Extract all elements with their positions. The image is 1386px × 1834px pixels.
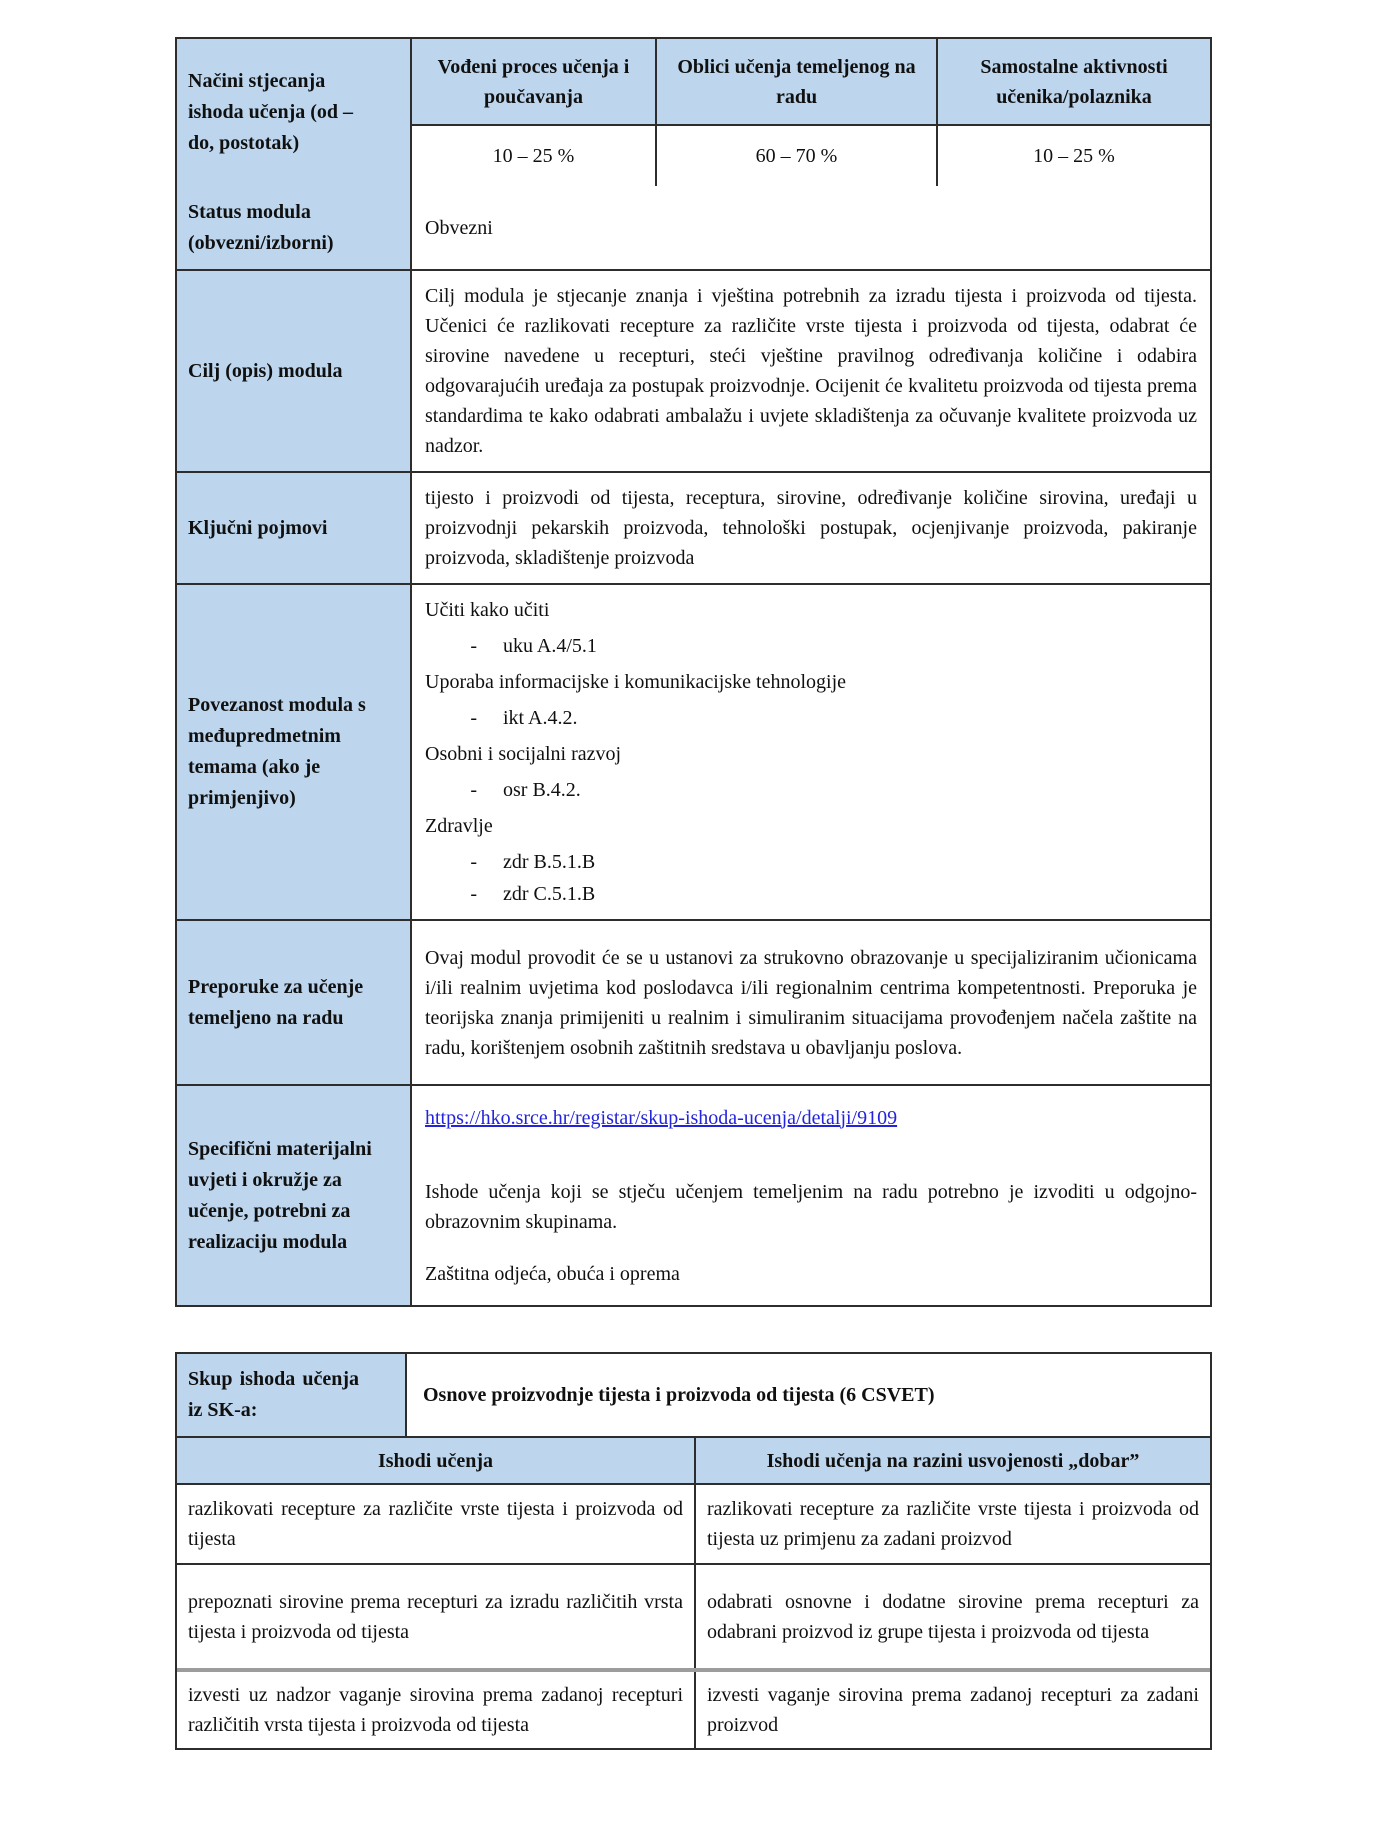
status-label: Status modula (obvezni/izborni)	[177, 186, 410, 269]
material-link-line	[425, 1103, 1197, 1133]
dash-bullet: -	[470, 883, 477, 905]
wbl-recommendations-row	[177, 919, 1210, 1084]
outcomes-set-row	[177, 1354, 1210, 1436]
acquisition-row	[177, 39, 1210, 186]
topic-personal-social: Osobni i socijalni razvoj	[425, 743, 622, 765]
topic-ict: Uporaba informacijske i komunikacijske tehnologije	[425, 671, 846, 693]
goal-label: Cilj (opis) modula	[177, 271, 410, 471]
status-row	[177, 186, 1210, 269]
independent-activities-percentage: 10 – 25 %	[936, 126, 1210, 186]
material-conditions-row	[177, 1084, 1210, 1305]
guided-process-header: Vođeni proces učenja i poučavanja	[437, 55, 630, 108]
keywords-text: tijesto i proizvodi od tijesta, receptura, sirovine, određivanje količine sirovina, uređaji u proizvodnji pekarskih proizvoda, tehnološki postupak, ocjenjivanje proizvoda, pakiranje proizvoda, skladištenje proizvoda	[410, 473, 1210, 583]
work-based-forms-header-cell	[655, 39, 936, 126]
outcome-row-3	[177, 1668, 1210, 1748]
code-osr	[425, 775, 1197, 805]
topic-health: Zdravlje	[425, 815, 493, 837]
dash-bullet: -	[470, 851, 477, 873]
outcome-1-right: razlikovati recepture za različite vrste tijesta i proizvoda od tijesta uz primjenu za zadani proizvod	[694, 1485, 1210, 1563]
code-uku-value: uku A.4/5.1	[503, 635, 597, 657]
code-zdr-c	[425, 879, 1197, 909]
outcomes-set-title: Osnove proizvodnje tijesta i proizvoda od tijesta (6 CSVET)	[405, 1354, 1210, 1436]
keywords-row	[177, 471, 1210, 583]
interdisciplinary-content	[410, 585, 1210, 919]
wbl-label: Preporuke za učenje temeljeno na radu	[177, 921, 410, 1084]
code-zdr-b	[425, 847, 1197, 877]
module-overview-table	[175, 37, 1212, 1307]
acquisition-label: Načini stjecanja ishoda učenja (od – do, postotak)	[188, 70, 354, 154]
dash-bullet: -	[470, 779, 477, 801]
outcomes-header-row	[177, 1436, 1210, 1483]
outcome-2-right: odabrati osnovne i dodatne sirovine prema recepturi za odabrani proizvod iz grupe tijesta i proizvoda od tijesta	[694, 1565, 1210, 1668]
outcome-2-left: prepoznati sirovine prema recepturi za izradu različitih vrsta tijesta i proizvoda od tijesta	[188, 1590, 683, 1643]
topic-learning-to-learn: Učiti kako učiti	[425, 599, 550, 621]
keywords-label: Ključni pojmovi	[177, 473, 410, 583]
outcome-row-1	[177, 1483, 1210, 1563]
goal-row	[177, 269, 1210, 471]
code-osr-value: osr B.4.2.	[503, 779, 581, 801]
code-zdr-c-value: zdr C.5.1.B	[503, 883, 596, 905]
outcome-row-2	[177, 1563, 1210, 1668]
outcome-3-left: izvesti uz nadzor vaganje sirovina prema zadanoj recepturi različitih vrsta tijesta i proizvoda od tijesta	[188, 1684, 683, 1736]
independent-activities-header-cell	[936, 39, 1210, 126]
wbl-text: Ovaj modul provodit će se u ustanovi za strukovno obrazovanje u specijaliziranim učionicama i/ili realnim uvjetima kod poslodavca i/ili regionalnim centrima kompetentnosti. Preporuka je teorijska znanja primijeniti u realnim i simuliranim situacijama provođenjem načela zaštite na radu, korištenjem osobnih zaštitnih sredstava u obavljanju poslova.	[410, 921, 1210, 1084]
outcome-1-left: razlikovati recepture za različite vrste tijesta i proizvoda od tijesta	[188, 1498, 683, 1550]
interdisciplinary-label: Povezanost modula s međupredmetnim temama (ako je primjenjivo)	[177, 585, 410, 919]
code-uku	[425, 631, 1197, 661]
module-document-page	[0, 37, 1386, 1834]
interdisciplinary-row	[177, 583, 1210, 919]
outcomes-good-level-column-header: Ishodi učenja na razini usvojenosti „dobar”	[694, 1438, 1210, 1483]
material-content	[410, 1086, 1210, 1305]
material-note: Ishode učenja koji se stječu učenjem temeljenim na radu potrebno je izvoditi u odgojno-obrazovnim skupinama.	[425, 1180, 1197, 1233]
outcomes-set-label: Skup ishoda učenja iz SK-a:	[177, 1354, 405, 1436]
material-equipment: Zaštitna odjeća, obuća i oprema	[425, 1262, 680, 1285]
learning-outcomes-table	[175, 1352, 1212, 1750]
outcome-3-right: izvesti vaganje sirovina prema zadanoj recepturi za zadani proizvod	[694, 1672, 1210, 1748]
independent-activities-header: Samostalne aktivnosti učenika/polaznika	[980, 55, 1168, 108]
dash-bullet: -	[470, 707, 477, 729]
work-based-forms-percentage: 60 – 70 %	[655, 126, 936, 186]
guided-process-percentage: 10 – 25 %	[410, 126, 655, 186]
code-ikt	[425, 703, 1197, 733]
work-based-forms-header: Oblici učenja temeljenog na radu	[677, 55, 916, 108]
hko-register-link[interactable]: https://hko.srce.hr/registar/skup-ishoda-ucenja/detalji/9109	[425, 1106, 898, 1129]
material-label: Specifični materijalni uvjeti i okružje za učenje, potrebni za realizaciju modula	[177, 1086, 410, 1305]
status-value: Obvezni	[410, 186, 1210, 269]
code-zdr-b-value: zdr B.5.1.B	[503, 851, 596, 873]
acquisition-label-cell	[177, 39, 410, 186]
code-ikt-value: ikt A.4.2.	[503, 707, 578, 729]
dash-bullet: -	[470, 635, 477, 657]
goal-text: Cilj modula je stjecanje znanja i vještina potrebnih za izradu tijesta i proizvoda od tijesta. Učenici će razlikovati recepture za različite vrste tijesta i proizvoda od tijesta, odabrat će sirovine navedene u recepturi, steći vještine pravilnog određivanja količine i odabira odgovarajućih uređaja za postupak proizvodnje. Ocijenit će kvalitetu proizvoda od tijesta prema standardima te kako odabrati ambalažu i uvjete skladištenja za očuvanje kvalitete proizvoda uz nadzor.	[410, 271, 1210, 471]
outcomes-column-header: Ishodi učenja	[177, 1438, 694, 1483]
guided-process-header-cell	[410, 39, 655, 126]
